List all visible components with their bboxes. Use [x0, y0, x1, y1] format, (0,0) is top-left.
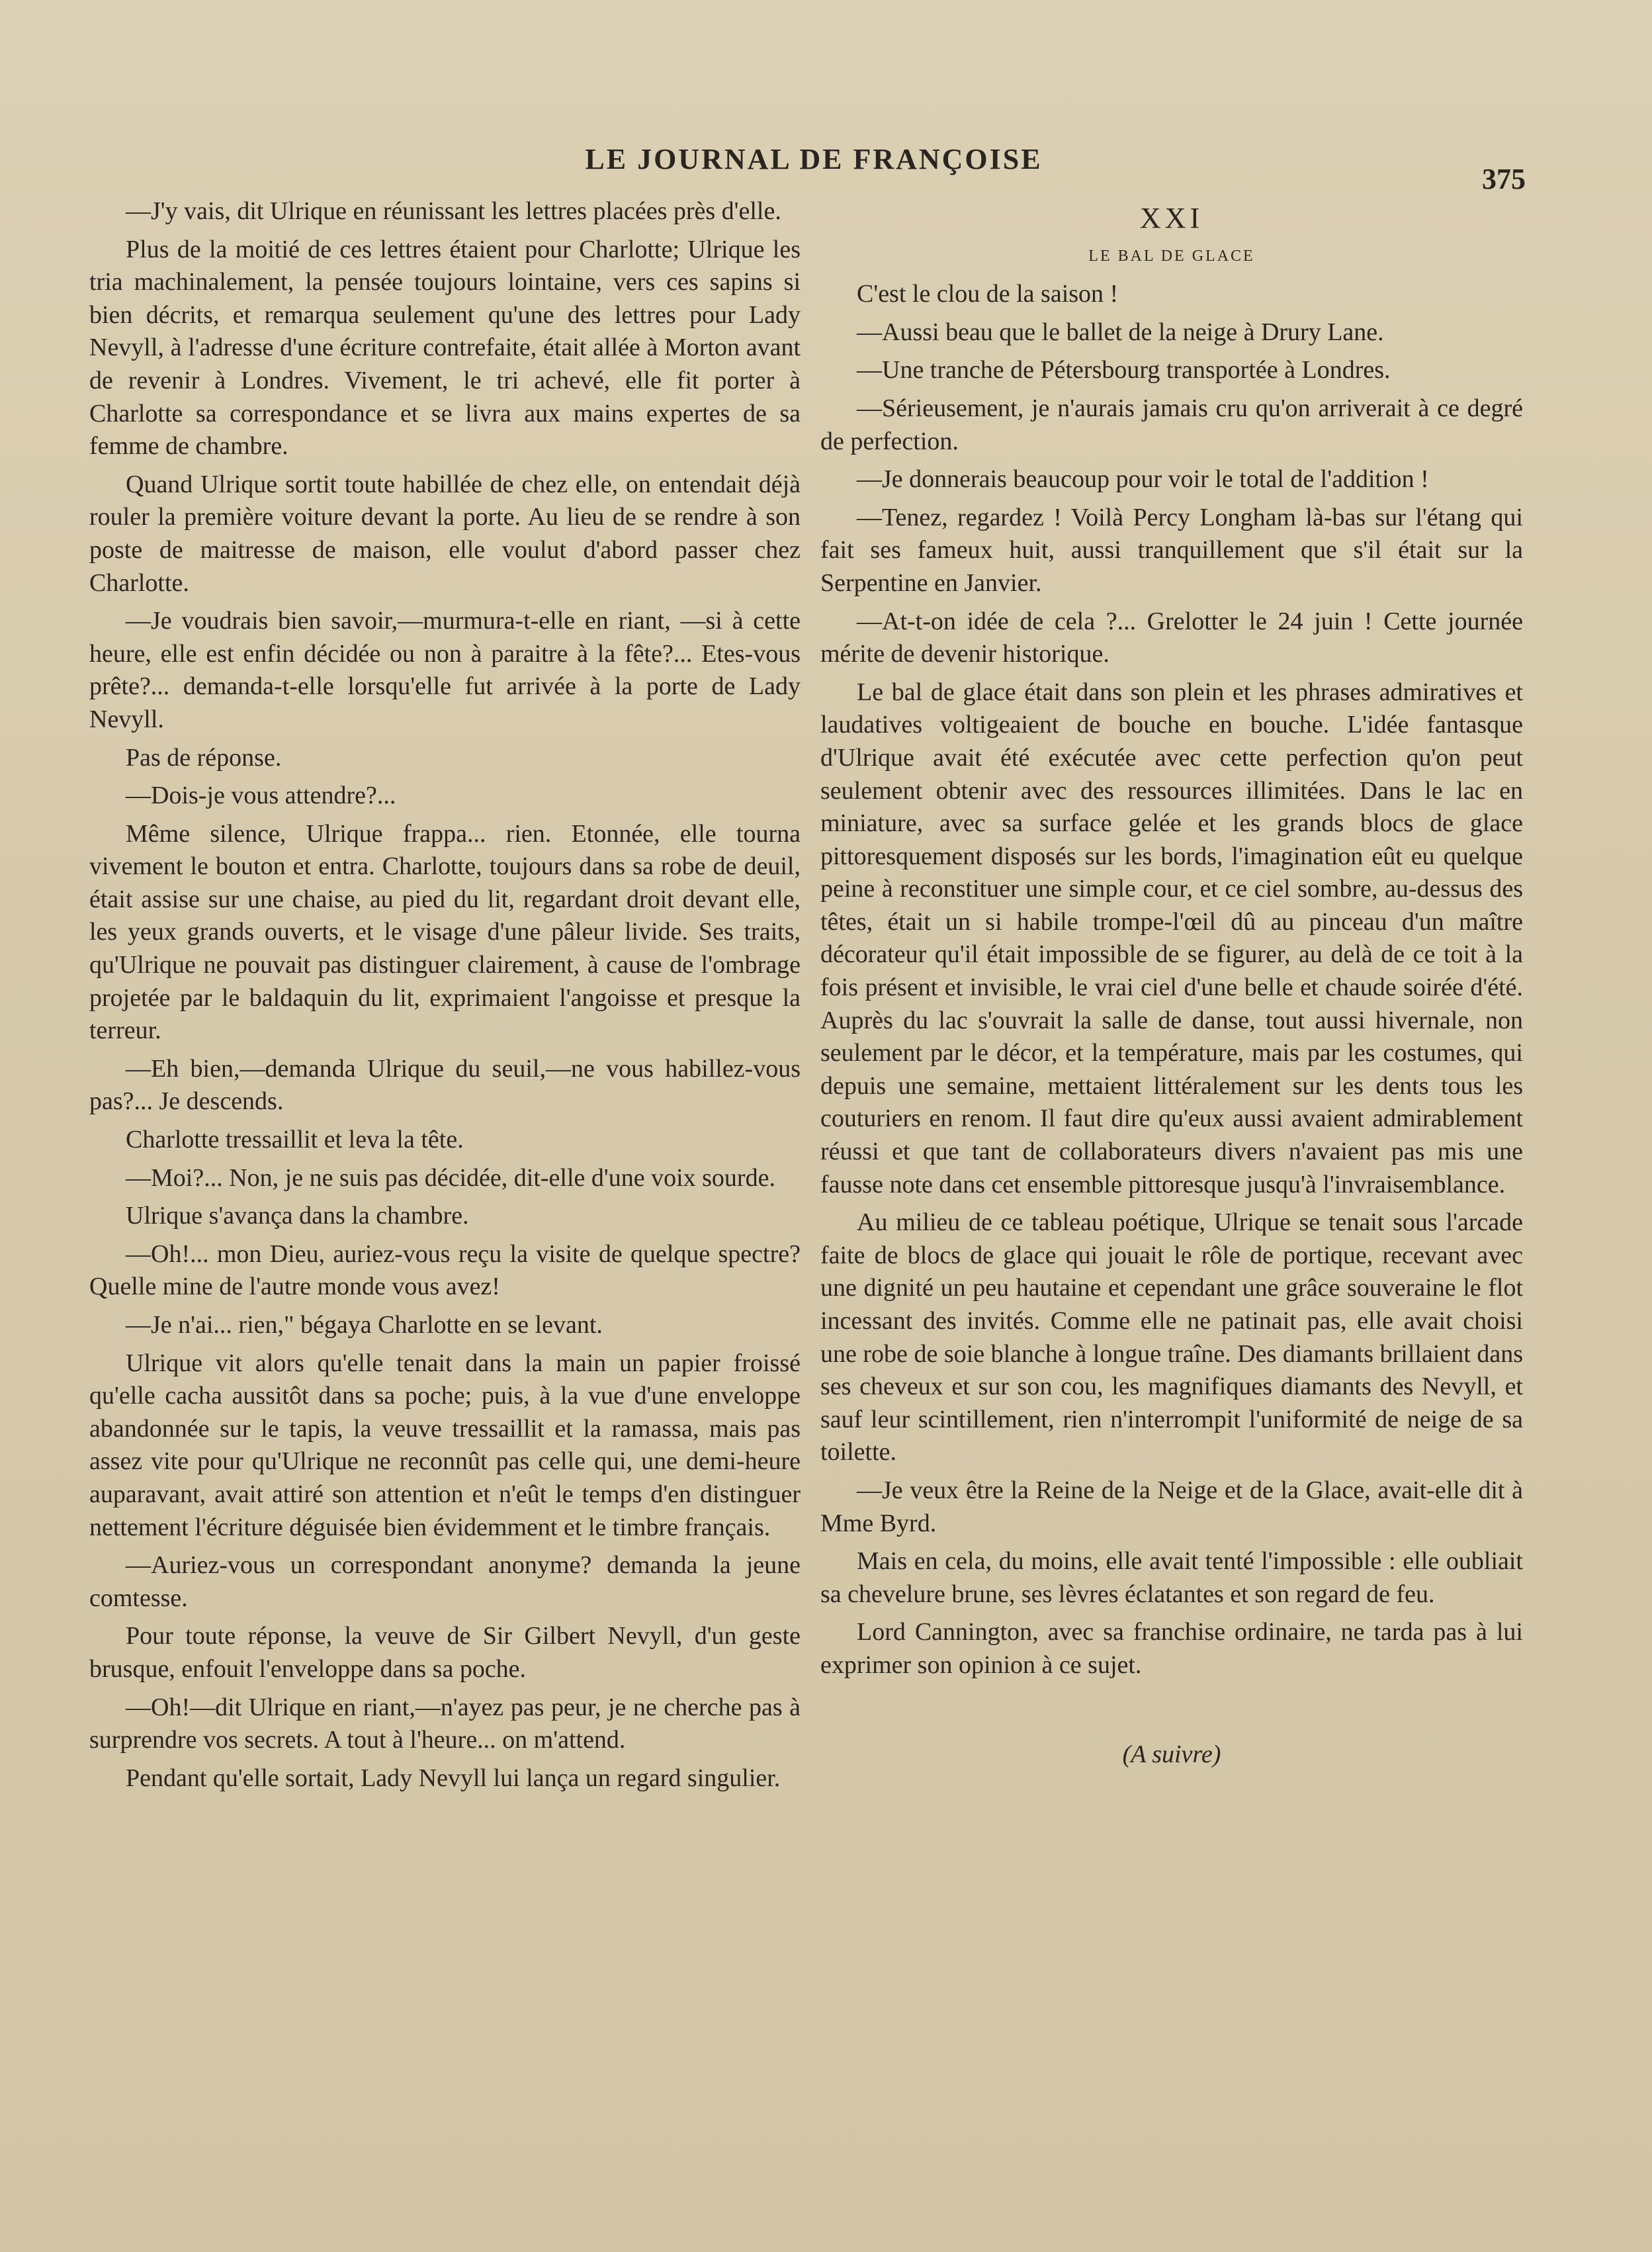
- paragraph: Au milieu de ce tableau poétique, Ulrique se tenait sous l'arcade faite de blocs de glace qui jouait le rôle de portique, recevant avec une dignité un peu hautaine et cependant une grâce souveraine le flot incessant des invités. Comme elle ne patinait pas, elle avait choisi une robe de soie blanche à longue traîne. Des diamants brillaient dans ses cheveux et sur son cou, les magnifiques diamants des Nevyll, et sauf leur scintillement, rien n'interrompit l'uniformité de neige de sa toilette.: [820, 1208, 1523, 1466]
- paragraph: Lord Cannington, avec sa franchise ordinaire, ne tarda pas à lui exprimer son opinion à ce sujet.: [820, 1618, 1523, 1679]
- paragraph: —J'y vais, dit Ulrique en réunissant les lettres placées près d'elle.: [126, 197, 781, 225]
- paragraph: —Oh!—dit Ulrique en riant,—n'ayez pas peur, je ne cherche pas à surprendre vos secrets. A tout à l'heure... on m'attend.: [89, 1693, 801, 1754]
- paragraph: —Auriez-vous un correspondant anonyme? demanda la jeune comtesse.: [89, 1551, 801, 1612]
- left-column: [89, 195, 801, 1800]
- paragraph: —Une tranche de Pétersbourg transportée à Londres.: [857, 356, 1391, 384]
- paragraph: Quand Ulrique sortit toute habillée de chez elle, on entendait déjà rouler la première voiture devant la porte. Au lieu de se rendre à son poste de maitresse de maison, elle voulut d'abord passer chez Charlotte.: [89, 470, 801, 597]
- paragraph: Charlotte tressaillit et leva la tête.: [126, 1126, 464, 1154]
- paragraph: Pendant qu'elle sortait, Lady Nevyll lui lança un regard singulier.: [126, 1764, 781, 1792]
- paragraph: —Dois-je vous attendre?...: [126, 782, 396, 810]
- chapter-number: XXI: [1139, 202, 1204, 234]
- paragraph: C'est le clou de la saison !: [857, 280, 1119, 308]
- paragraph: —Je voudrais bien savoir,—murmura-t-elle en riant, —si à cette heure, elle est enfin décidée ou non à paraitre à la fête?... Etes-vous prête?... demanda-t-elle lorsqu'elle fut arrivée à la porte de Lady Nevyll.: [89, 607, 801, 733]
- paragraph: Pour toute réponse, la veuve de Sir Gilbert Nevyll, d'un geste brusque, enfouit l'enveloppe dans sa poche.: [89, 1622, 801, 1683]
- page-header: [0, 142, 1652, 195]
- paragraph: —Aussi beau que le ballet de la neige à Drury Lane.: [857, 318, 1384, 346]
- paragraph: —Eh bien,—demanda Ulrique du seuil,—ne vous habillez-vous pas?... Je descends.: [89, 1054, 801, 1116]
- paragraph: —Je donnerais beaucoup pour voir le total de l'addition !: [857, 465, 1429, 494]
- paragraph: Ulrique vit alors qu'elle tenait dans la main un papier froissé qu'elle cacha aussitôt dans sa poche; puis, à la vue d'une enveloppe abandonnée sur le tapis, la veuve tressaillit et la ramassa, mais pas assez vite pour qu'Ulrique ne reconnût pas celle qui, une demi-heure auparavant, avait attiré son attention et n'eût le temps d'en distinguer nettement l'écriture déguisée bien évidemment et le timbre français.: [89, 1349, 801, 1541]
- right-column: [820, 202, 1523, 1776]
- to-be-continued: (A suivre): [1122, 1740, 1221, 1768]
- paragraph: —Je n'ai... rien," bégaya Charlotte en se levant.: [126, 1311, 603, 1339]
- paragraph: —Sérieusement, je n'aurais jamais cru qu'on arriverait à ce degré de perfection.: [820, 394, 1523, 455]
- paragraph: —Je veux être la Reine de la Neige et de la Glace, avait-elle dit à Mme Byrd.: [820, 1476, 1523, 1537]
- chapter-title: LE BAL DE GLACE: [1088, 247, 1255, 265]
- running-title: LE JOURNAL DE FRANÇOISE: [585, 143, 1043, 175]
- paragraph: Même silence, Ulrique frappa... rien. Etonnée, elle tourna vivement le bouton et entra. Charlotte, toujours dans sa robe de deuil, était assise sur une chaise, au pied du lit, regardant droit devant elle, les yeux grands ouverts, et le visage d'une pâleur livide. Ses traits, qu'Ulrique ne pouvait pas distinguer clairement, à cause de l'ombrage projetée par le baldaquin du lit, exprimaient l'angoisse et presque la terreur.: [89, 819, 801, 1045]
- paragraph: Pas de réponse.: [126, 743, 282, 772]
- paragraph: —At-t-on idée de cela ?... Grelotter le 24 juin ! Cette journée mérite de devenir historique.: [820, 607, 1523, 668]
- page-number: 375: [1482, 163, 1526, 195]
- paragraph: Mais en cela, du moins, elle avait tenté l'impossible : elle oubliait sa chevelure brune, ses lèvres éclatantes et son regard de feu.: [820, 1547, 1523, 1608]
- paragraph: Plus de la moitié de ces lettres étaient pour Charlotte; Ulrique les tria machinalement, la pensée toujours lointaine, vers ces sapins si bien décrits, et remarqua seulement qu'une des lettres pour Lady Nevyll, à l'adresse d'une écriture contrefaite, était allée à Morton avant de revenir à Londres. Vivement, le tri achevé, elle fit porter à Charlotte sa correspondance et se livra aux mains expertes de sa femme de chambre.: [89, 235, 801, 461]
- paragraph: Ulrique s'avança dans la chambre.: [126, 1202, 469, 1230]
- paragraph: —Tenez, regardez ! Voilà Percy Longham là-bas sur l'étang qui fait ses fameux huit, aussi tranquillement que s'il était sur la Serpentine en Janvier.: [820, 503, 1523, 597]
- paragraph: —Moi?... Non, je ne suis pas décidée, dit-elle d'une voix sourde.: [126, 1163, 775, 1192]
- paragraph: Le bal de glace était dans son plein et les phrases admiratives et laudatives voltigeaient de bouche en bouche. L'idée fantasque d'Ulrique avait été exécutée avec cette perfection qu'on peut seulement obtenir avec des ressources illimitées. Dans le lac en miniature, avec sa surface gelée et les grands blocs de glace pittoresquement disposés sur les bords, l'imagination eût eu quelque peine à reconstituer une simple cour, et ce ciel sombre, au-dessus des têtes, était un si habile trompe-l'œil dû au pinceau d'un maître décorateur qu'il était impossible de se figurer, au delà de ce toit à la fois présent et invisible, le vrai ciel d'une belle et chaude soirée d'été. Auprès du lac s'ouvrait la salle de danse, tout aussi hivernale, non seulement par le décor, et la température, mais par les costumes, qui depuis une semaine, mettaient littéralement sur les dents tous les couturiers en renom. Il faut dire qu'eux aussi avaient admirablement réussi et que tant de collaborateurs divers n'avaient pas mis une fausse note dans cet ensemble pittoresque jusqu'à l'invraisemblance.: [820, 678, 1523, 1198]
- paragraph: —Oh!... mon Dieu, auriez-vous reçu la visite de quelque spectre? Quelle mine de l'autre monde vous avez!: [89, 1239, 801, 1301]
